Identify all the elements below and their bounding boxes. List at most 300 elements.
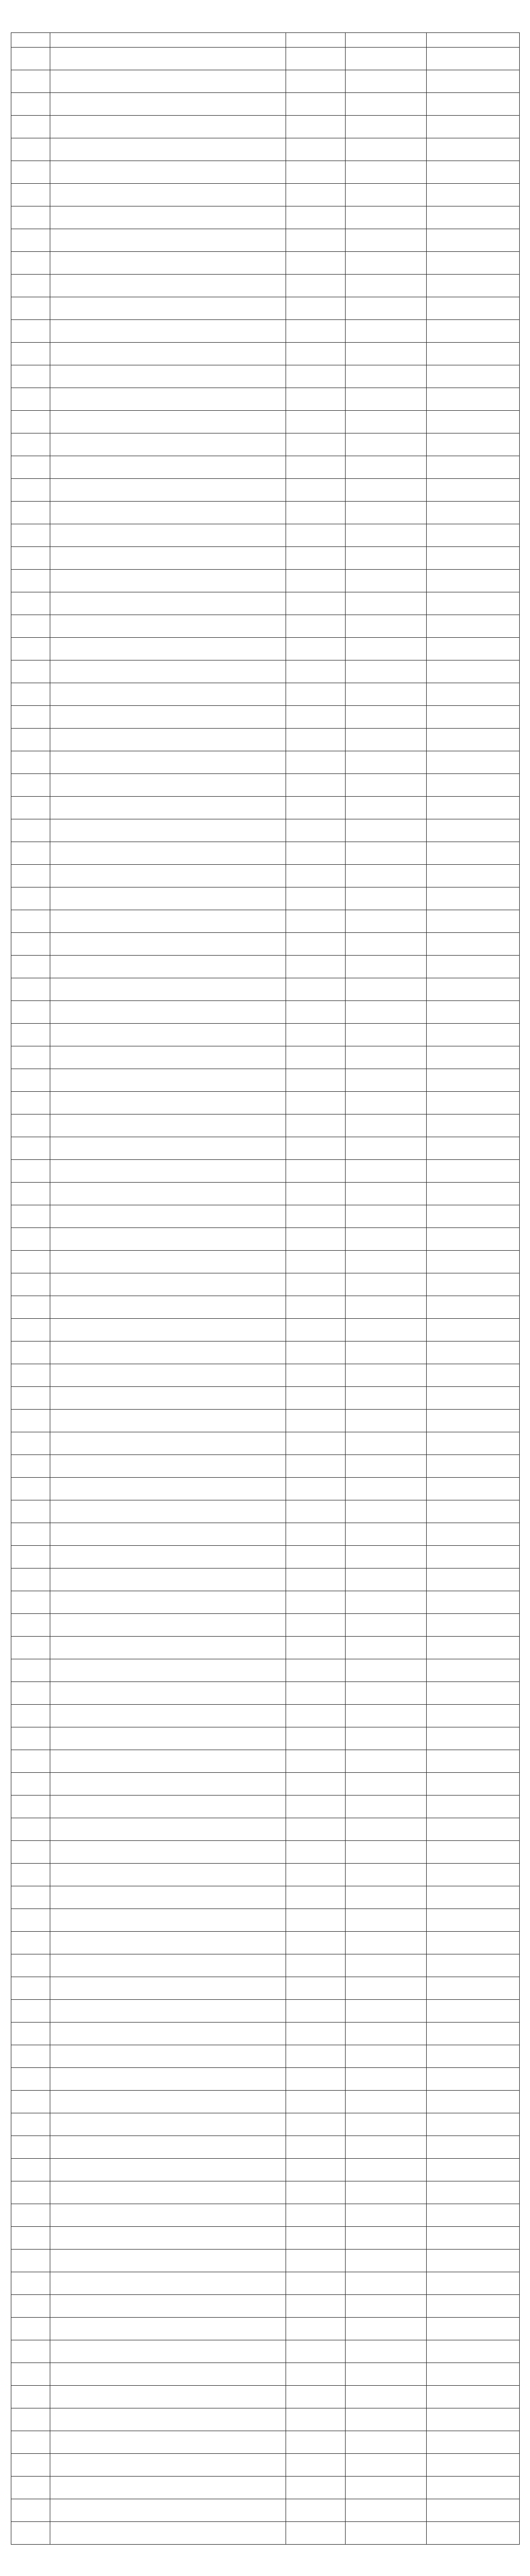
row-co-unit [427, 388, 520, 411]
row-category [286, 978, 346, 1001]
table-row [11, 479, 520, 502]
row-case [50, 1387, 286, 1410]
header-co-unit [427, 33, 520, 48]
row-co-unit [427, 2227, 520, 2250]
row-co-unit [427, 1909, 520, 1932]
row-co-unit [427, 411, 520, 433]
row-main-unit [346, 1954, 427, 1977]
row-case [50, 2000, 286, 2023]
row-number [11, 1046, 50, 1069]
row-case [50, 1864, 286, 1886]
row-co-unit [427, 116, 520, 138]
table-row [11, 1523, 520, 1546]
row-co-unit [427, 2068, 520, 2091]
row-co-unit [427, 1478, 520, 1500]
table-row [11, 1387, 520, 1410]
row-co-unit [427, 1500, 520, 1523]
row-main-unit [346, 48, 427, 70]
row-number [11, 252, 50, 275]
row-number [11, 1387, 50, 1410]
row-case [50, 1773, 286, 1796]
row-number [11, 2227, 50, 2250]
row-co-unit [427, 320, 520, 343]
row-main-unit [346, 547, 427, 570]
document-title [11, 10, 519, 25]
row-case [50, 1342, 286, 1364]
row-case [50, 1727, 286, 1750]
row-main-unit [346, 2408, 427, 2431]
row-co-unit [427, 206, 520, 229]
row-number [11, 138, 50, 161]
row-number [11, 1705, 50, 1727]
row-main-unit [346, 138, 427, 161]
row-case [50, 456, 286, 479]
row-number [11, 592, 50, 615]
row-main-unit [346, 774, 427, 797]
row-case [50, 161, 286, 184]
row-category [286, 2227, 346, 2250]
row-co-unit [427, 2454, 520, 2477]
row-number [11, 887, 50, 910]
row-main-unit [346, 1977, 427, 2000]
table-row [11, 887, 520, 910]
row-category [286, 1909, 346, 1932]
row-category [286, 819, 346, 842]
row-number [11, 320, 50, 343]
row-case [50, 1818, 286, 1841]
row-number [11, 433, 50, 456]
row-main-unit [346, 2272, 427, 2295]
row-main-unit [346, 1342, 427, 1364]
row-category [286, 1273, 346, 1296]
row-category [286, 1183, 346, 1205]
row-case [50, 729, 286, 751]
row-co-unit [427, 1569, 520, 1591]
row-co-unit [427, 1273, 520, 1296]
row-category [286, 1886, 346, 1909]
row-case [50, 1092, 286, 1115]
row-co-unit [427, 2272, 520, 2295]
row-number [11, 842, 50, 865]
row-category [286, 1591, 346, 1614]
table-row [11, 1864, 520, 1886]
row-case [50, 2454, 286, 2477]
row-number [11, 797, 50, 819]
row-case [50, 683, 286, 706]
row-category [286, 2181, 346, 2204]
row-case [50, 70, 286, 93]
row-main-unit [346, 388, 427, 411]
row-co-unit [427, 1864, 520, 1886]
table-row [11, 365, 520, 388]
row-case [50, 547, 286, 570]
row-main-unit [346, 252, 427, 275]
row-main-unit [346, 2091, 427, 2113]
table-row [11, 1682, 520, 1705]
table-row [11, 2159, 520, 2181]
row-main-unit [346, 1273, 427, 1296]
row-number [11, 93, 50, 116]
row-main-unit [346, 1319, 427, 1342]
row-case [50, 592, 286, 615]
row-co-unit [427, 2091, 520, 2113]
row-category [286, 933, 346, 956]
row-main-unit [346, 161, 427, 184]
row-main-unit [346, 1183, 427, 1205]
row-main-unit [346, 1523, 427, 1546]
row-number [11, 547, 50, 570]
row-number [11, 2068, 50, 2091]
row-number [11, 2363, 50, 2386]
row-case [50, 2227, 286, 2250]
table-row [11, 2295, 520, 2318]
row-co-unit [427, 1750, 520, 1773]
row-co-unit [427, 1228, 520, 1251]
row-main-unit [346, 1364, 427, 1387]
row-category [286, 206, 346, 229]
row-category [286, 638, 346, 660]
row-number [11, 2091, 50, 2113]
row-main-unit [346, 2318, 427, 2340]
row-number [11, 1864, 50, 1886]
row-case [50, 2522, 286, 2545]
row-co-unit [427, 1205, 520, 1228]
table-row [11, 1773, 520, 1796]
table-row [11, 865, 520, 887]
row-number [11, 1115, 50, 1137]
row-number [11, 184, 50, 206]
row-category [286, 479, 346, 502]
row-main-unit [346, 1024, 427, 1046]
row-number [11, 729, 50, 751]
row-main-unit [346, 2522, 427, 2545]
row-number [11, 2113, 50, 2136]
row-number [11, 2386, 50, 2408]
row-category [286, 297, 346, 320]
table-row [11, 956, 520, 978]
table-row [11, 819, 520, 842]
row-main-unit [346, 479, 427, 502]
row-case [50, 1069, 286, 1092]
row-category [286, 1364, 346, 1387]
row-main-unit [346, 1569, 427, 1591]
row-co-unit [427, 2159, 520, 2181]
row-main-unit [346, 2363, 427, 2386]
row-category [286, 1659, 346, 1682]
table-row [11, 1841, 520, 1864]
row-number [11, 1727, 50, 1750]
row-co-unit [427, 1001, 520, 1024]
table-row [11, 2136, 520, 2159]
row-main-unit [346, 1773, 427, 1796]
row-case [50, 842, 286, 865]
row-number [11, 479, 50, 502]
row-co-unit [427, 865, 520, 887]
table-row [11, 706, 520, 729]
table-row [11, 1183, 520, 1205]
table-row [11, 2250, 520, 2272]
row-main-unit [346, 1796, 427, 1818]
row-main-unit [346, 2181, 427, 2204]
row-number [11, 1319, 50, 1342]
row-case [50, 638, 286, 660]
row-main-unit [346, 865, 427, 887]
table-row [11, 116, 520, 138]
row-main-unit [346, 275, 427, 297]
table-row [11, 2204, 520, 2227]
row-co-unit [427, 570, 520, 592]
row-co-unit [427, 683, 520, 706]
row-case [50, 2023, 286, 2045]
row-case [50, 1001, 286, 1024]
row-number [11, 1773, 50, 1796]
table-row [11, 161, 520, 184]
row-number [11, 638, 50, 660]
row-number [11, 1569, 50, 1591]
row-number [11, 1137, 50, 1160]
row-co-unit [427, 1046, 520, 1069]
row-category [286, 865, 346, 887]
row-main-unit [346, 1682, 427, 1705]
row-case [50, 343, 286, 365]
table-row [11, 683, 520, 706]
row-main-unit [346, 1864, 427, 1886]
row-main-unit [346, 456, 427, 479]
row-category [286, 1387, 346, 1410]
row-co-unit [427, 2363, 520, 2386]
row-main-unit [346, 2250, 427, 2272]
table-row [11, 1455, 520, 1478]
row-main-unit [346, 1115, 427, 1137]
row-category [286, 2340, 346, 2363]
row-number [11, 774, 50, 797]
row-main-unit [346, 2499, 427, 2522]
row-number [11, 933, 50, 956]
row-case [50, 2431, 286, 2454]
row-co-unit [427, 2477, 520, 2499]
row-category [286, 2295, 346, 2318]
table-row [11, 933, 520, 956]
table-row [11, 2045, 520, 2068]
row-number [11, 683, 50, 706]
row-case [50, 138, 286, 161]
row-number [11, 1342, 50, 1364]
row-number [11, 297, 50, 320]
row-case [50, 252, 286, 275]
row-co-unit [427, 615, 520, 638]
table-row [11, 1115, 520, 1137]
row-number [11, 2272, 50, 2295]
row-main-unit [346, 1046, 427, 1069]
table-row [11, 70, 520, 93]
row-number [11, 1205, 50, 1228]
row-co-unit [427, 1841, 520, 1864]
row-co-unit [427, 1115, 520, 1137]
row-category [286, 388, 346, 411]
row-case [50, 2204, 286, 2227]
row-case [50, 1886, 286, 1909]
row-co-unit [427, 1682, 520, 1705]
row-co-unit [427, 933, 520, 956]
row-main-unit [346, 1069, 427, 1092]
row-main-unit [346, 1160, 427, 1183]
row-co-unit [427, 524, 520, 547]
table-row [11, 2272, 520, 2295]
table-row [11, 1001, 520, 1024]
row-main-unit [346, 1750, 427, 1773]
row-co-unit [427, 2045, 520, 2068]
row-category [286, 729, 346, 751]
row-co-unit [427, 797, 520, 819]
row-co-unit [427, 1319, 520, 1342]
row-category [286, 1864, 346, 1886]
row-number [11, 2159, 50, 2181]
row-co-unit [427, 2295, 520, 2318]
row-main-unit [346, 2113, 427, 2136]
row-main-unit [346, 2045, 427, 2068]
row-category [286, 2091, 346, 2113]
table-row [11, 1977, 520, 2000]
table-row [11, 774, 520, 797]
row-number [11, 2431, 50, 2454]
row-number [11, 343, 50, 365]
row-case [50, 1251, 286, 1273]
table-row [11, 388, 520, 411]
row-case [50, 956, 286, 978]
row-case [50, 2159, 286, 2181]
row-main-unit [346, 1886, 427, 1909]
row-main-unit [346, 2295, 427, 2318]
row-co-unit [427, 729, 520, 751]
row-co-unit [427, 252, 520, 275]
row-case [50, 2181, 286, 2204]
row-case [50, 1841, 286, 1864]
row-number [11, 502, 50, 524]
row-main-unit [346, 956, 427, 978]
row-case [50, 1932, 286, 1954]
row-case [50, 1478, 286, 1500]
row-co-unit [427, 547, 520, 570]
row-co-unit [427, 343, 520, 365]
table-row [11, 252, 520, 275]
row-main-unit [346, 910, 427, 933]
row-main-unit [346, 184, 427, 206]
table-row [11, 1342, 520, 1364]
row-number [11, 2136, 50, 2159]
row-number [11, 1160, 50, 1183]
row-case [50, 774, 286, 797]
row-case [50, 1750, 286, 1773]
row-category [286, 1001, 346, 1024]
row-case [50, 887, 286, 910]
row-main-unit [346, 887, 427, 910]
row-co-unit [427, 660, 520, 683]
row-number [11, 1546, 50, 1569]
row-case [50, 660, 286, 683]
row-number [11, 1523, 50, 1546]
row-category [286, 1205, 346, 1228]
row-number [11, 2045, 50, 2068]
row-co-unit [427, 229, 520, 252]
row-co-unit [427, 275, 520, 297]
row-category [286, 48, 346, 70]
row-case [50, 797, 286, 819]
row-case [50, 910, 286, 933]
row-number [11, 2477, 50, 2499]
row-category [286, 1500, 346, 1523]
row-main-unit [346, 411, 427, 433]
table-row [11, 1500, 520, 1523]
row-main-unit [346, 2477, 427, 2499]
table-row [11, 2340, 520, 2363]
table-row [11, 1796, 520, 1818]
row-category [286, 1455, 346, 1478]
row-case [50, 1137, 286, 1160]
row-co-unit [427, 774, 520, 797]
row-number [11, 865, 50, 887]
row-number [11, 1432, 50, 1455]
table-row [11, 1410, 520, 1432]
row-main-unit [346, 1591, 427, 1614]
row-number [11, 1614, 50, 1637]
row-number [11, 1273, 50, 1296]
row-number [11, 615, 50, 638]
row-number [11, 751, 50, 774]
table-row [11, 660, 520, 683]
row-number [11, 1932, 50, 1954]
table-row [11, 729, 520, 751]
row-number [11, 1001, 50, 1024]
table-row [11, 433, 520, 456]
row-category [286, 70, 346, 93]
table-row [11, 206, 520, 229]
row-case [50, 2272, 286, 2295]
table-row [11, 1364, 520, 1387]
row-main-unit [346, 842, 427, 865]
row-co-unit [427, 433, 520, 456]
row-category [286, 2431, 346, 2454]
row-co-unit [427, 2522, 520, 2545]
row-co-unit [427, 1160, 520, 1183]
row-case [50, 2113, 286, 2136]
row-number [11, 1500, 50, 1523]
row-case [50, 1682, 286, 1705]
row-co-unit [427, 1886, 520, 1909]
table-row [11, 797, 520, 819]
row-number [11, 1886, 50, 1909]
row-co-unit [427, 1546, 520, 1569]
row-co-unit [427, 2386, 520, 2408]
row-category [286, 502, 346, 524]
row-case [50, 2295, 286, 2318]
table-row [11, 297, 520, 320]
header-case [50, 33, 286, 48]
row-case [50, 865, 286, 887]
row-category [286, 229, 346, 252]
row-number [11, 2318, 50, 2340]
row-co-unit [427, 2250, 520, 2272]
table-row [11, 1296, 520, 1319]
row-number [11, 2295, 50, 2318]
row-category [286, 683, 346, 706]
row-main-unit [346, 1500, 427, 1523]
table-row [11, 2318, 520, 2340]
table-row [11, 1251, 520, 1273]
row-main-unit [346, 2136, 427, 2159]
row-case [50, 411, 286, 433]
row-main-unit [346, 706, 427, 729]
row-category [286, 138, 346, 161]
